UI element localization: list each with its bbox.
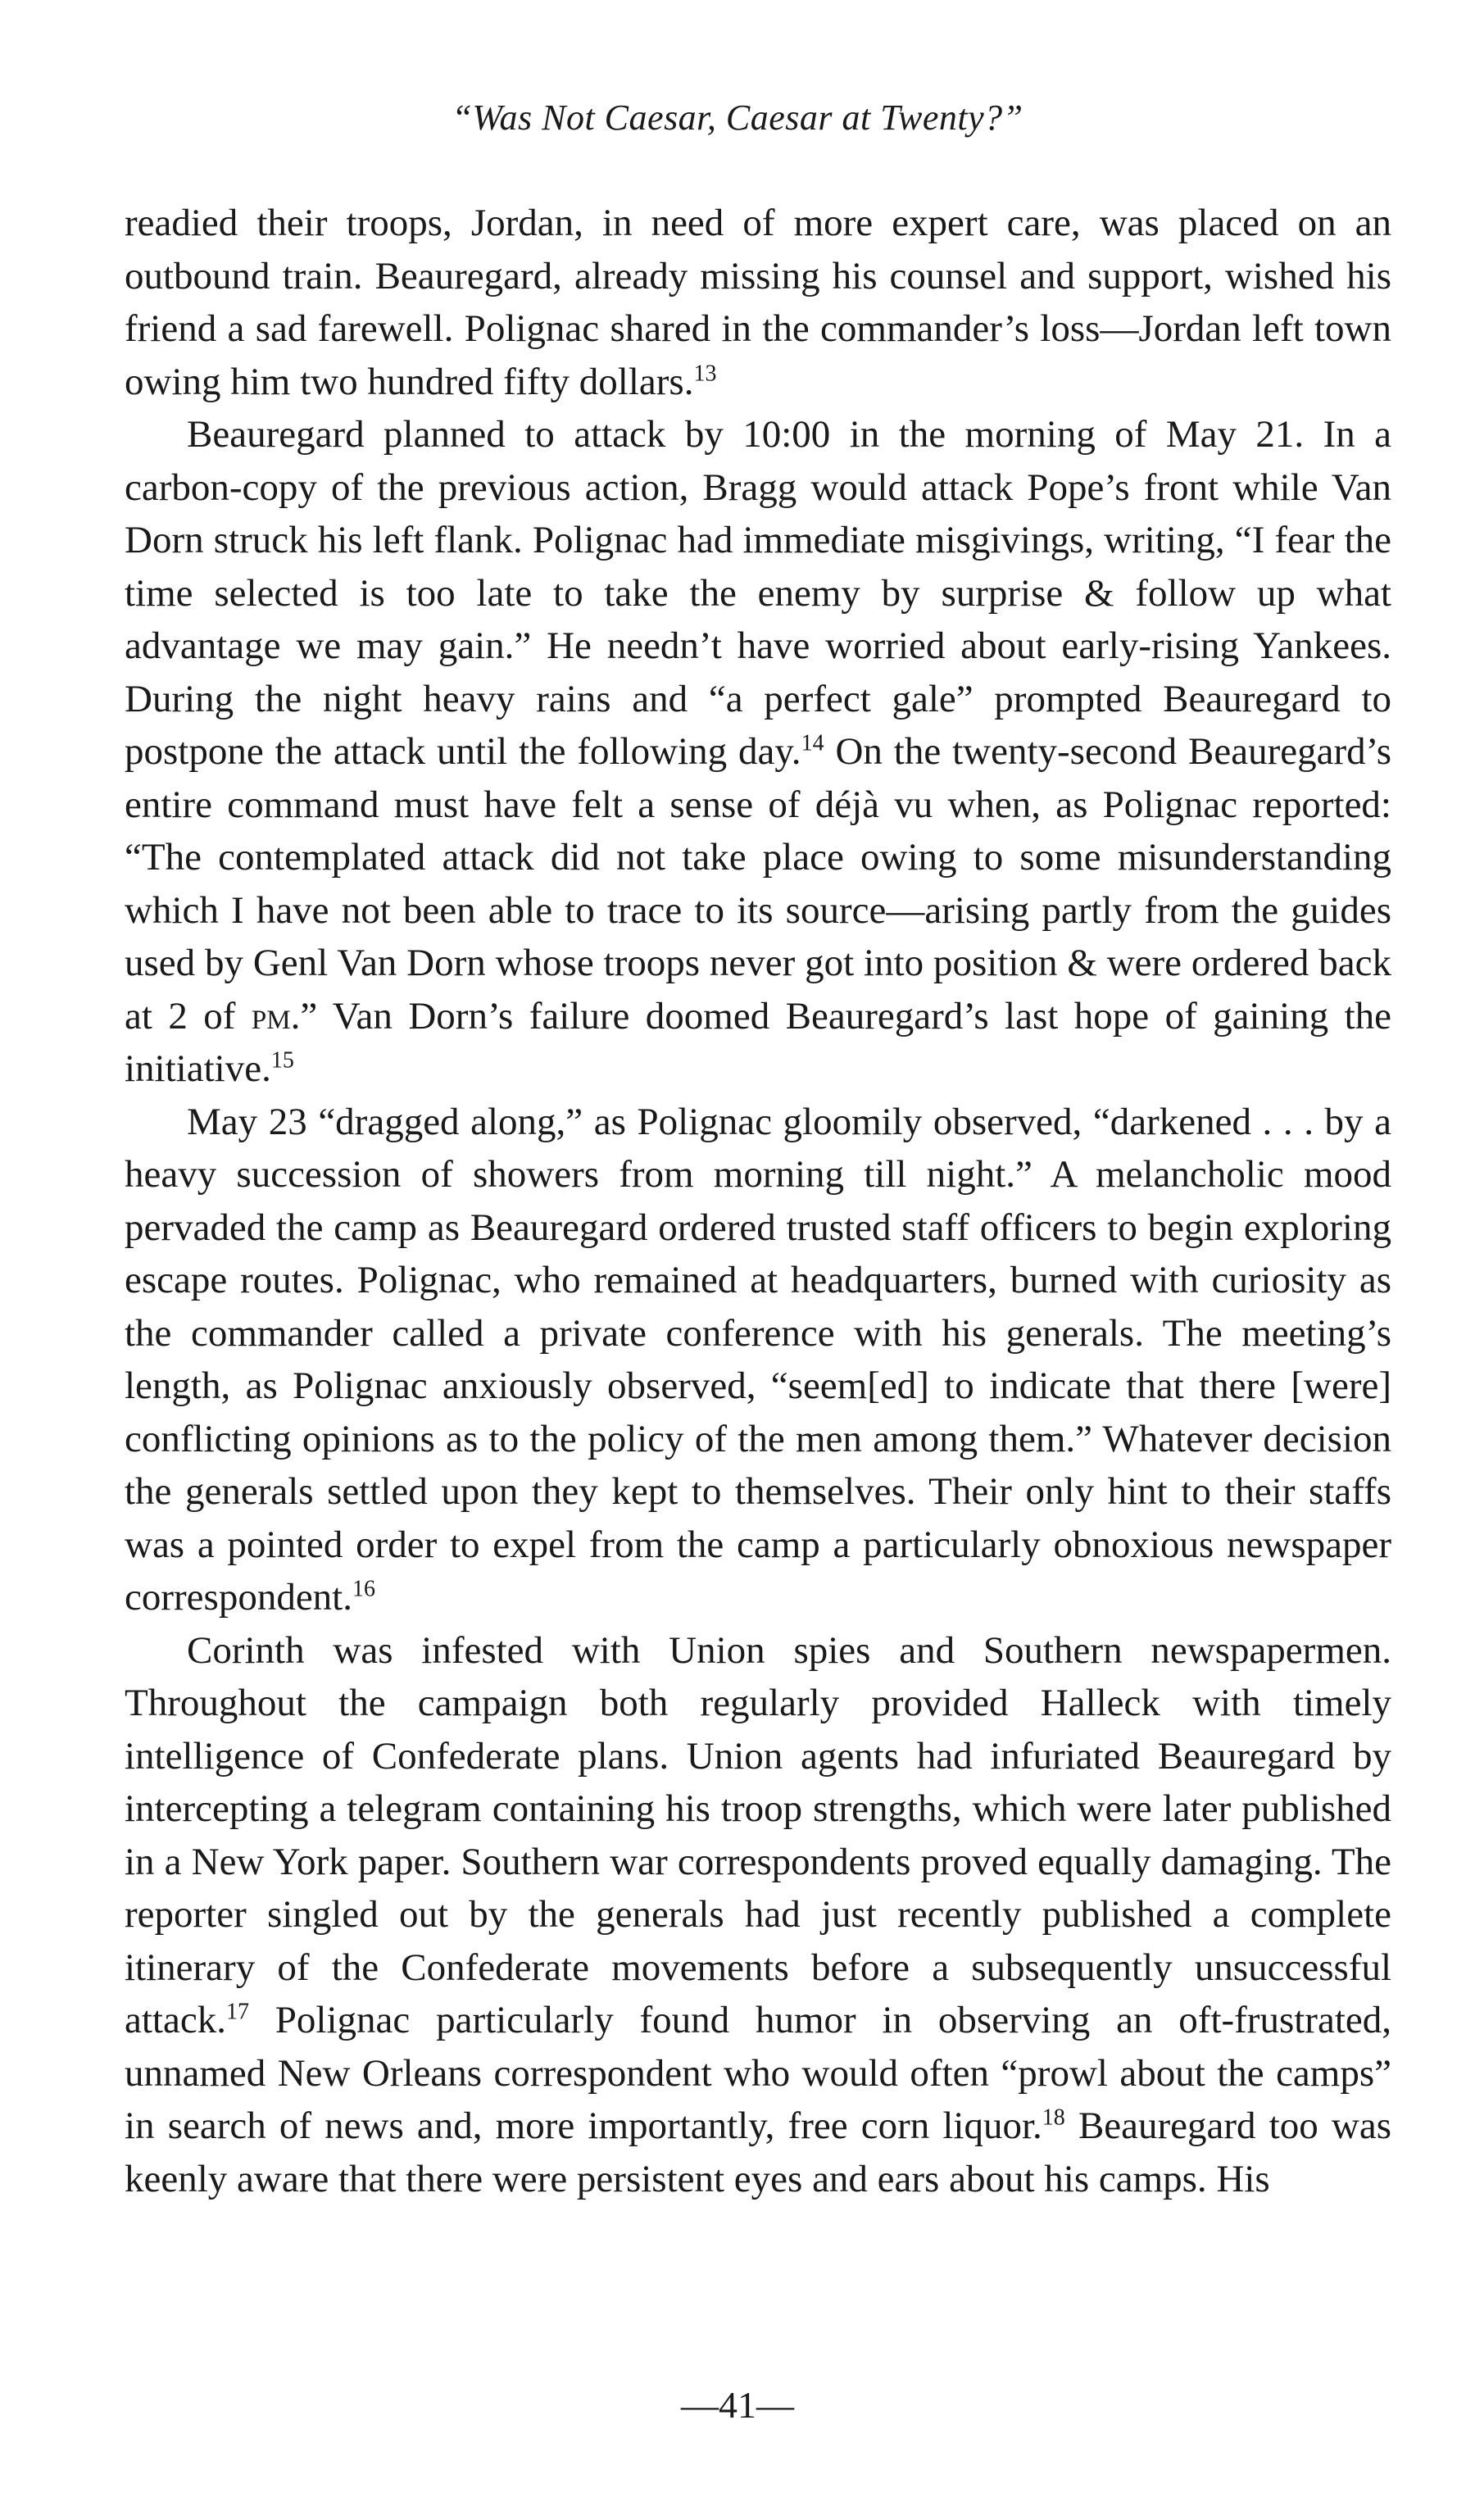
- paragraph: [125, 1096, 1391, 1624]
- paragraph-text: May 23 “dragged along,” as Polignac gloomily observed, “darkened . . . by a heavy succession of showers from morning till night.” A melancholic mood pervaded the camp as Beauregard ordered trusted staff officers to begin exploring escape routes. Polignac, who remained at headquarters, burned with curiosity as the commander called a private conference with his generals. The meeting’s length, as Polignac anxiously observed, “seem[ed] to indicate that there [were] conflicting opinions as to the policy of the men among them.” Whatever decision the generals settled upon they kept to themselves. Their only hint to their staffs was a pointed order to expel from the camp a particularly obnoxious newspaper correspondent.: [125, 1100, 1391, 1619]
- time-abbreviation: pm: [251, 994, 291, 1038]
- paragraph-text: Beauregard planned to attack by 10:00 in the morning of May 21. In a carbon-copy of the previous action, Bragg would attack Pope’s front while Van Dorn struck his left flank. Polignac had immediate misgivings, writing, “I fear the time selected is too late to take the enemy by surprise & follow up what advantage we may gain.” He needn’t have worried about early-rising Yankees. During the night heavy rains and “a perfect gale” prompted Beauregard to postpone the attack until the following day.: [125, 413, 1391, 773]
- body-text: [125, 197, 1391, 2205]
- paragraph-text: Corinth was infested with Union spies and Southern newspapermen. Throughout the campaign both regularly provided Halleck with timely intelligence of Confederate plans. Union agents had infuriated Beauregard by intercepting a telegram containing his troop strengths, which were later published in a New York paper. Southern war correspondents proved equally damaging. The reporter singled out by the generals had just recently published a complete itinerary of the Confederate movements before a subsequently unsuccessful attack.: [125, 1628, 1391, 2041]
- footnote-ref[interactable]: 14: [801, 730, 824, 756]
- footnote-ref[interactable]: 17: [225, 1999, 249, 2025]
- paragraph-text: On the twenty-second Beauregard’s entire command must have felt a sense of déjà vu when, as Polignac reported: “The contemplated attack did not take place owing to some misunderstanding which I have not been able to trace to its source—arising partly from the guides used by Genl Van Dorn whose troops never got into position & were ordered back at 2 of: [125, 730, 1391, 1038]
- running-head: “Was Not Caesar, Caesar at Twenty?”: [452, 98, 1023, 138]
- footnote-ref[interactable]: 16: [352, 1576, 375, 1602]
- paragraph: [125, 1624, 1391, 2206]
- paragraph-text: Beauregard too was keenly aware that there were persistent eyes and ears about his camps. His: [125, 2105, 1391, 2200]
- page-number: —41—: [681, 2384, 794, 2426]
- paragraph: [125, 408, 1391, 1096]
- paragraph-text: .” Van Dorn’s failure doomed Beauregard’s last hope of gaining the initiative.: [125, 994, 1391, 1090]
- footnote-ref[interactable]: 13: [693, 360, 717, 386]
- paragraph: [125, 197, 1391, 408]
- footnote-ref[interactable]: 15: [270, 1047, 294, 1074]
- paragraph-text: Polignac particularly found humor in observing an oft-frustrated, unnamed New Orleans correspondent who would often “prowl about the camps” in search of news and, more importantly, free corn liquor.: [125, 1999, 1391, 2147]
- footnote-ref[interactable]: 18: [1042, 2105, 1065, 2131]
- paragraph-text: readied their troops, Jordan, in need of more expert care, was placed on an outbound train. Beauregard, already missing his counsel and support, wished his friend a sad farewell. Polignac shared in the commander’s loss—Jordan left town owing him two hundred fifty dollars.: [125, 202, 1391, 403]
